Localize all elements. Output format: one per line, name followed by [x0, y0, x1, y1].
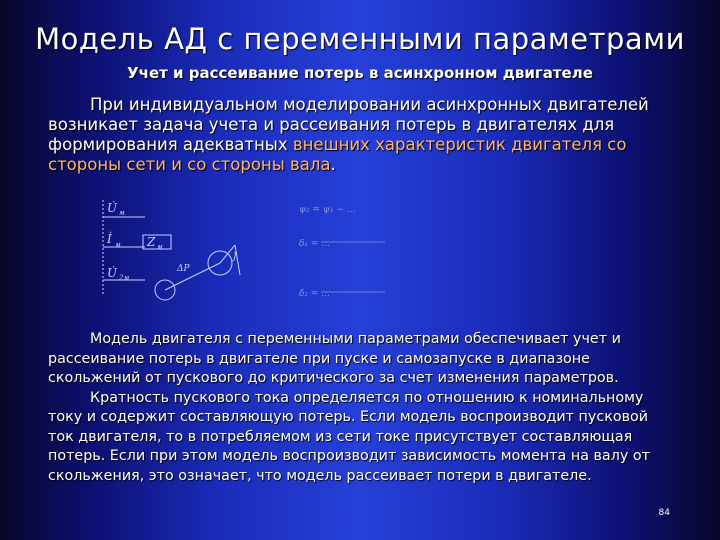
body-paragraph-2: Кратность пускового тока определяется по отношению к номинальному току и содержит составляющую потерь. Если модель воспроизводит пусковой ток двигателя, то в потребляемом из сети токе присутствует составляющая потерь. Если при этом модель воспроизводит зависимость момента на валу от скольжения, это означает, что модель рассеивает потери в двигателе.: [48, 389, 650, 484]
intro-paragraph: [48, 95, 678, 175]
current-label: İ: [107, 232, 112, 246]
intro-end: .: [330, 155, 336, 174]
voltage2-sub-label: 2м: [119, 274, 130, 282]
voltage2-label: U̇: [107, 266, 118, 280]
formula-3: δ₂ = ...: [299, 289, 330, 299]
formula-block: [295, 198, 405, 308]
body-paragraph-1: Модель двигателя с переменными параметрами обеспечивает учет и рассеивание потерь в двигателе при пуске и самозапуске в диапазоне скольжений от пускового до критического за счет изменения параметров.: [48, 331, 621, 386]
slide-title: Модель АД с переменными параметрами: [35, 22, 685, 56]
page-number: 84: [658, 508, 670, 518]
impedance-label: Z: [147, 235, 156, 249]
impedance-sub-label: м: [157, 243, 163, 251]
intro-text: При индивидуальном моделировании асинхронных двигателей возникает задача учета и рассеивания потерь в двигателях для формирования адекватных: [48, 95, 649, 154]
current-sub-label: м: [115, 241, 121, 249]
formula-svg: [295, 198, 405, 308]
slide-subtitle: Учет и рассеивание потерь в асинхронном двигателе: [127, 64, 593, 82]
voltage-label: U̇: [107, 201, 118, 215]
body-text: [48, 330, 678, 486]
formula-1: ψ₂ = ψ₁ − ...: [299, 205, 356, 215]
voltage-sub-label: м: [119, 209, 125, 217]
intro-accent-text: внешних характеристик двигателя со стороны сети и со стороны вала: [48, 135, 627, 174]
shaft-line: [165, 263, 220, 290]
delta-label: ΔP: [177, 264, 190, 274]
formula-2: δ₁ = ...: [299, 239, 330, 249]
j-label: J: [233, 252, 237, 262]
